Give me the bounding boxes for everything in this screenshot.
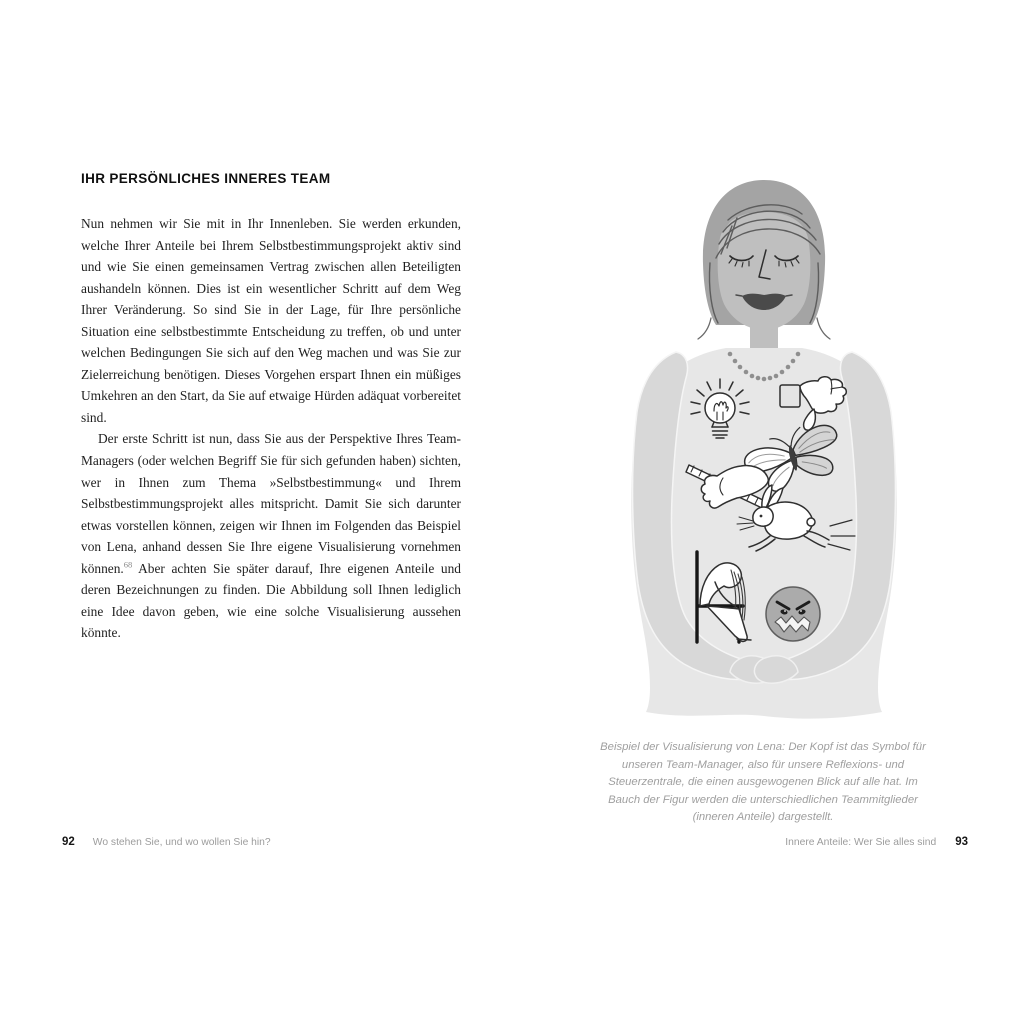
paragraph-2 bbox=[81, 428, 461, 643]
team-manager-head bbox=[698, 180, 830, 339]
footnote-ref: 68 bbox=[123, 559, 133, 570]
footer-right bbox=[785, 836, 968, 848]
paragraph-1: Nun nehmen wir Sie mit in Ihr Innenleben. Sie werden erkunden, welche Ihrer Anteile bei Ihrem Selbstbestimmungsprojekt aktiv sind und wie Sie einen gemeinsamen Vertrag zwischen allen Beteiligten aushandeln können. Dies ist ein wesentlicher Schritt auf dem Weg Ihrer Veränderung. So sind Sie in der Lage, für Ihre persönliche Situation eine selbstbestimmte Entscheidung zu treffen, ob und unter welchen Bedingungen Sie sich auf den Weg machen und was Sie zur Zielerreichung benötigen. Dieses Vorgehen erspart Ihnen ein müßiges Umkehren an den Start, da Sie auf etwaige Hürden adäquat vorbereitet sind. bbox=[81, 216, 461, 425]
angry-face-ball-icon bbox=[766, 587, 820, 641]
clasped-hands bbox=[730, 656, 798, 683]
page-number-right: 93 bbox=[955, 836, 968, 848]
page-number-left: 92 bbox=[62, 836, 75, 848]
footer-left bbox=[62, 836, 271, 848]
section-heading: IHR PERSÖNLICHES INNERES TEAM bbox=[81, 171, 331, 186]
running-title-left: Wo stehen Sie, und wo wollen Sie hin? bbox=[92, 837, 271, 848]
figure-caption: Beispiel der Visualisierung von Lena: Der Kopf ist das Symbol für unseren Team-Manager, also für unsere Reflexions- und Steuerzentrale, die einen ausgewogenen Blick auf alle hat. Im Bauch der Figur werden die unterschiedlichen Teammitglieder (inneren Anteile) dargestellt. bbox=[600, 741, 926, 824]
running-title-right: Innere Anteile: Wer Sie alles sind bbox=[785, 837, 937, 848]
body-text-column bbox=[81, 213, 461, 644]
paragraph-2-continued: Aber achten Sie später darauf, Ihre eigenen Anteile und deren Bezeichnungen zu finden. Die Abbildung soll Ihnen lediglich eine Idee davon geben, wie eine solche Visualisierung aussehen könnte. bbox=[81, 560, 462, 641]
illustration-figure bbox=[580, 168, 960, 728]
paragraph-2-text: Der erste Schritt ist nun, dass Sie aus der Perspektive Ihres Team-Managers (oder welchen Begriff Sie für sich gefunden haben) sichten, wer in Ihnen zum Thema »Selbstbestimmung« und Ihrem Selbstbestimmungsprojekt alles mitspricht. Damit Sie sich darunter etwas vorstellen können, zeigen wir Ihnen im Folgenden das Beispiel von Lena, anhand dessen Sie Ihre eigene Visualisierung vornehmen können. bbox=[81, 431, 461, 576]
